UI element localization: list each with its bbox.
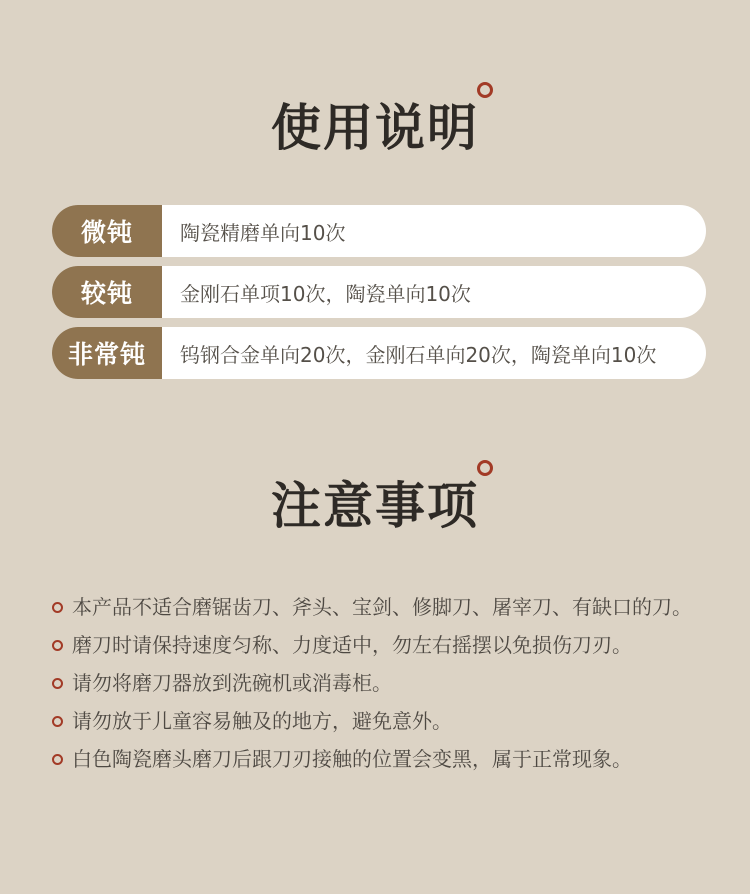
notice-text: 磨刀时请保持速度匀称、力度适中，勿左右摇摆以免损伤刀刃。 xyxy=(72,633,632,657)
notice-text: 本产品不适合磨锯齿刀、斧头、宝剑、修脚刀、屠宰刀、有缺口的刀。 xyxy=(72,595,692,619)
circle-ornament-icon xyxy=(477,460,493,476)
circle-bullet-icon xyxy=(52,602,63,613)
list-item xyxy=(52,740,714,778)
usage-table xyxy=(52,205,706,388)
notice-title-text: 注意事项 xyxy=(271,476,479,535)
sharpening-instruction: 陶瓷精磨单向10次 xyxy=(180,220,346,245)
dullness-level-label: 较钝 xyxy=(52,266,162,318)
notice-section-title xyxy=(0,466,750,538)
list-item xyxy=(52,626,714,664)
circle-bullet-icon xyxy=(52,716,63,727)
circle-bullet-icon xyxy=(52,754,63,765)
circle-ornament-icon xyxy=(477,82,493,98)
usage-section-title xyxy=(0,88,750,160)
dullness-level-label: 微钝 xyxy=(52,205,162,257)
list-item xyxy=(52,588,714,626)
usage-row-fairly-dull xyxy=(52,266,706,318)
circle-bullet-icon xyxy=(52,678,63,689)
usage-row-slightly-dull xyxy=(52,205,706,257)
dullness-level-label: 非常钝 xyxy=(52,327,162,379)
circle-bullet-icon xyxy=(52,640,63,651)
usage-row-very-dull xyxy=(52,327,706,379)
usage-title-wrap xyxy=(271,88,479,160)
notice-list xyxy=(52,588,714,778)
sharpening-instruction: 金刚石单项10次，陶瓷单向10次 xyxy=(180,281,471,306)
notice-text: 白色陶瓷磨头磨刀后跟刀刃接触的位置会变黑，属于正常现象。 xyxy=(72,747,632,771)
notice-title-wrap xyxy=(271,466,479,538)
list-item xyxy=(52,664,714,702)
list-item xyxy=(52,702,714,740)
notice-text: 请勿放于儿童容易触及的地方，避免意外。 xyxy=(72,709,452,733)
sharpening-instruction: 钨钢合金单向20次，金刚石单向20次，陶瓷单向10次 xyxy=(180,342,657,367)
notice-text: 请勿将磨刀器放到洗碗机或消毒柜。 xyxy=(72,671,392,695)
usage-title-text: 使用说明 xyxy=(271,98,479,157)
